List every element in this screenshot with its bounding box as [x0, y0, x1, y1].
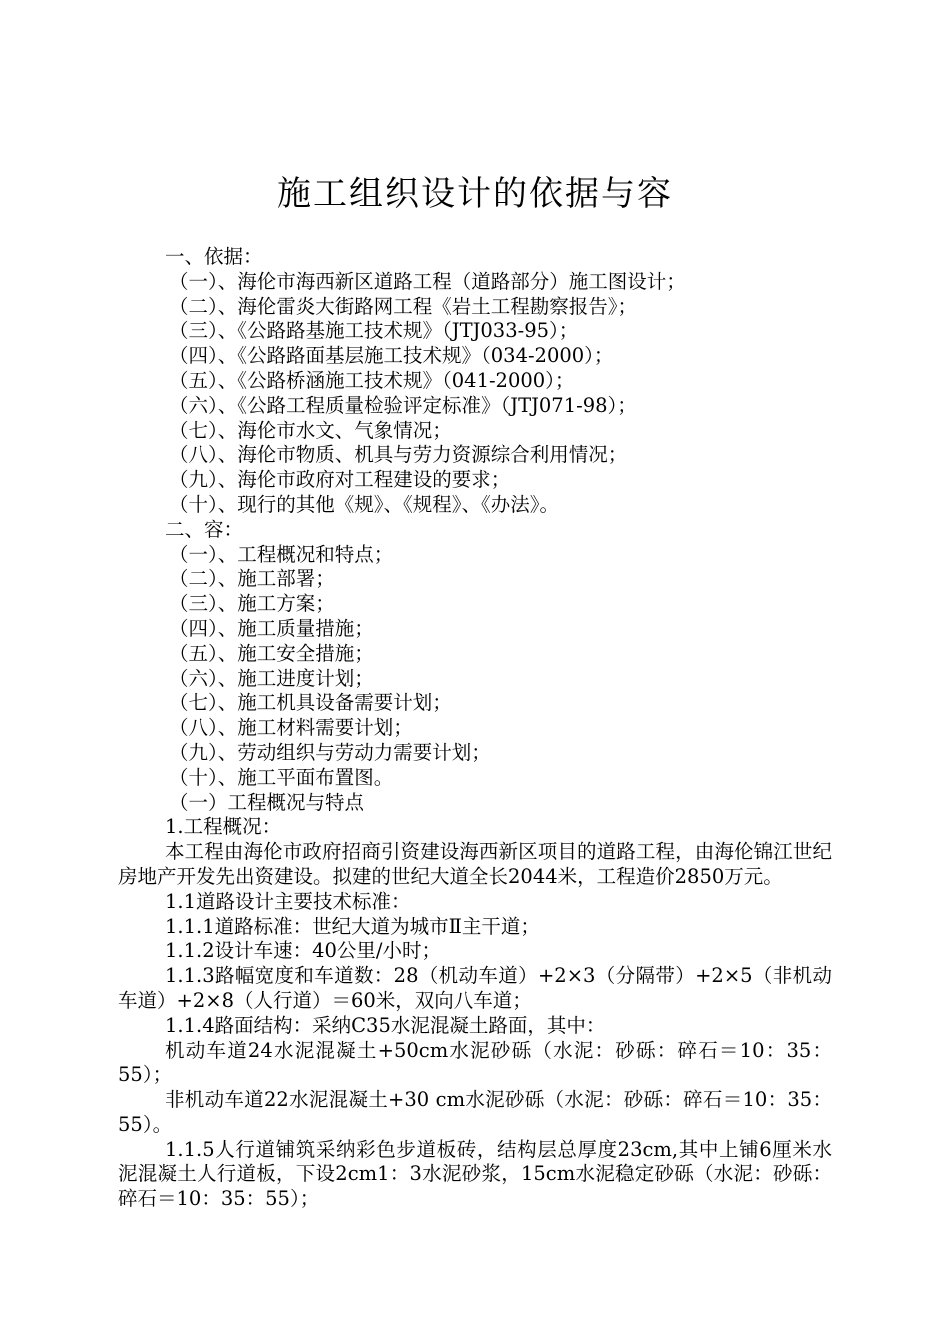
- basis-item: （一）、海伦市海西新区道路工程（道路部分）施工图设计；: [169, 269, 686, 293]
- content-item: （十）、施工平面布置图。: [169, 765, 394, 789]
- pavement-structure-motor: 机动车道24水泥混凝土+50cm水泥砂砾（水泥：砂砾：碎石＝10：35：55）；: [118, 1038, 832, 1087]
- overview-paragraph: 本工程由海伦市政府招商引资建设海西新区项目的道路工程，由海伦锦江世纪房地产开发先出资建设。拟建的世纪大道全长2044米，工程造价2850万元。: [118, 840, 832, 888]
- basis-item: （七）、海伦市水文、气象情况；: [169, 418, 452, 442]
- standard-item: 1.1.2设计车速：40公里/小时；: [165, 939, 441, 963]
- section-heading-content: 二、容：: [165, 517, 244, 541]
- document-body: [118, 245, 832, 1212]
- content-item: （四）、施工质量措施；: [169, 616, 374, 640]
- overview-heading: 1.工程概况：: [165, 815, 282, 839]
- content-item: （三）、施工方案；: [169, 592, 335, 616]
- basis-item: （八）、海伦市物质、机具与劳力资源综合利用情况；: [169, 443, 628, 467]
- basis-item: （九）、海伦市政府对工程建设的要求；: [169, 468, 511, 492]
- basis-item: （二）、海伦雷炎大街路网工程《岩土工程勘察报告》；: [169, 294, 638, 318]
- subsection-heading: （一）工程概况与特点: [169, 790, 365, 814]
- document-title: 施工组织设计的依据与容: [277, 174, 673, 214]
- basis-item: （四）、《公路路面基层施工技术规》（034-2000）；: [169, 344, 614, 368]
- content-item: （八）、施工材料需要计划；: [169, 716, 413, 740]
- basis-item: （三）、《公路路基施工技术规》（JTJ033-95）；: [169, 319, 579, 343]
- content-item: （七）、施工机具设备需要计划；: [169, 691, 452, 715]
- section-heading-basis: 一、依据：: [165, 245, 263, 268]
- pavement-structure-nonmotor: 非机动车道22水泥混凝土+30 cm水泥砂砾（水泥：砂砾：碎石＝10：35：55）。: [118, 1088, 832, 1136]
- standard-item: 1.1.5人行道铺筑采纳彩色步道板砖，结构层总厚度23cm,其中上铺6厘米水泥混凝土人行道板，下设2cm1：3水泥砂浆，15cm水泥稳定砂砾（水泥：砂砾：碎石＝10：35：55）；: [118, 1137, 832, 1211]
- standard-item: 1.1.4路面结构：采纳C35水泥混凝土路面，其中：: [165, 1013, 606, 1037]
- content-item: （一）、工程概况和特点；: [169, 542, 394, 566]
- content-item: （二）、施工部署；: [169, 567, 335, 591]
- content-item: （五）、施工安全措施；: [169, 641, 374, 665]
- standard-item: 1.1.1道路标准：世纪大道为城市Ⅱ主干道；: [165, 914, 540, 938]
- content-item: （九）、劳动组织与劳动力需要计划；: [169, 740, 491, 764]
- basis-item: （十）、现行的其他《规》、《规程》、《办法》。: [169, 492, 560, 516]
- content-item: （六）、施工进度计划；: [169, 666, 374, 690]
- basis-item: （五）、《公路桥涵施工技术规》（041-2000）；: [169, 368, 575, 392]
- standard-item: 1.1.3路幅宽度和车道数：28（机动车道）+2×3（分隔带）+2×5（非机动车道）+2×8（人行道）＝60米，双向八车道；: [118, 964, 832, 1012]
- standards-heading: 1.1道路设计主要技术标准：: [165, 889, 411, 913]
- basis-item: （六）、《公路工程质量检验评定标准》（JTJ071-98）；: [169, 393, 637, 417]
